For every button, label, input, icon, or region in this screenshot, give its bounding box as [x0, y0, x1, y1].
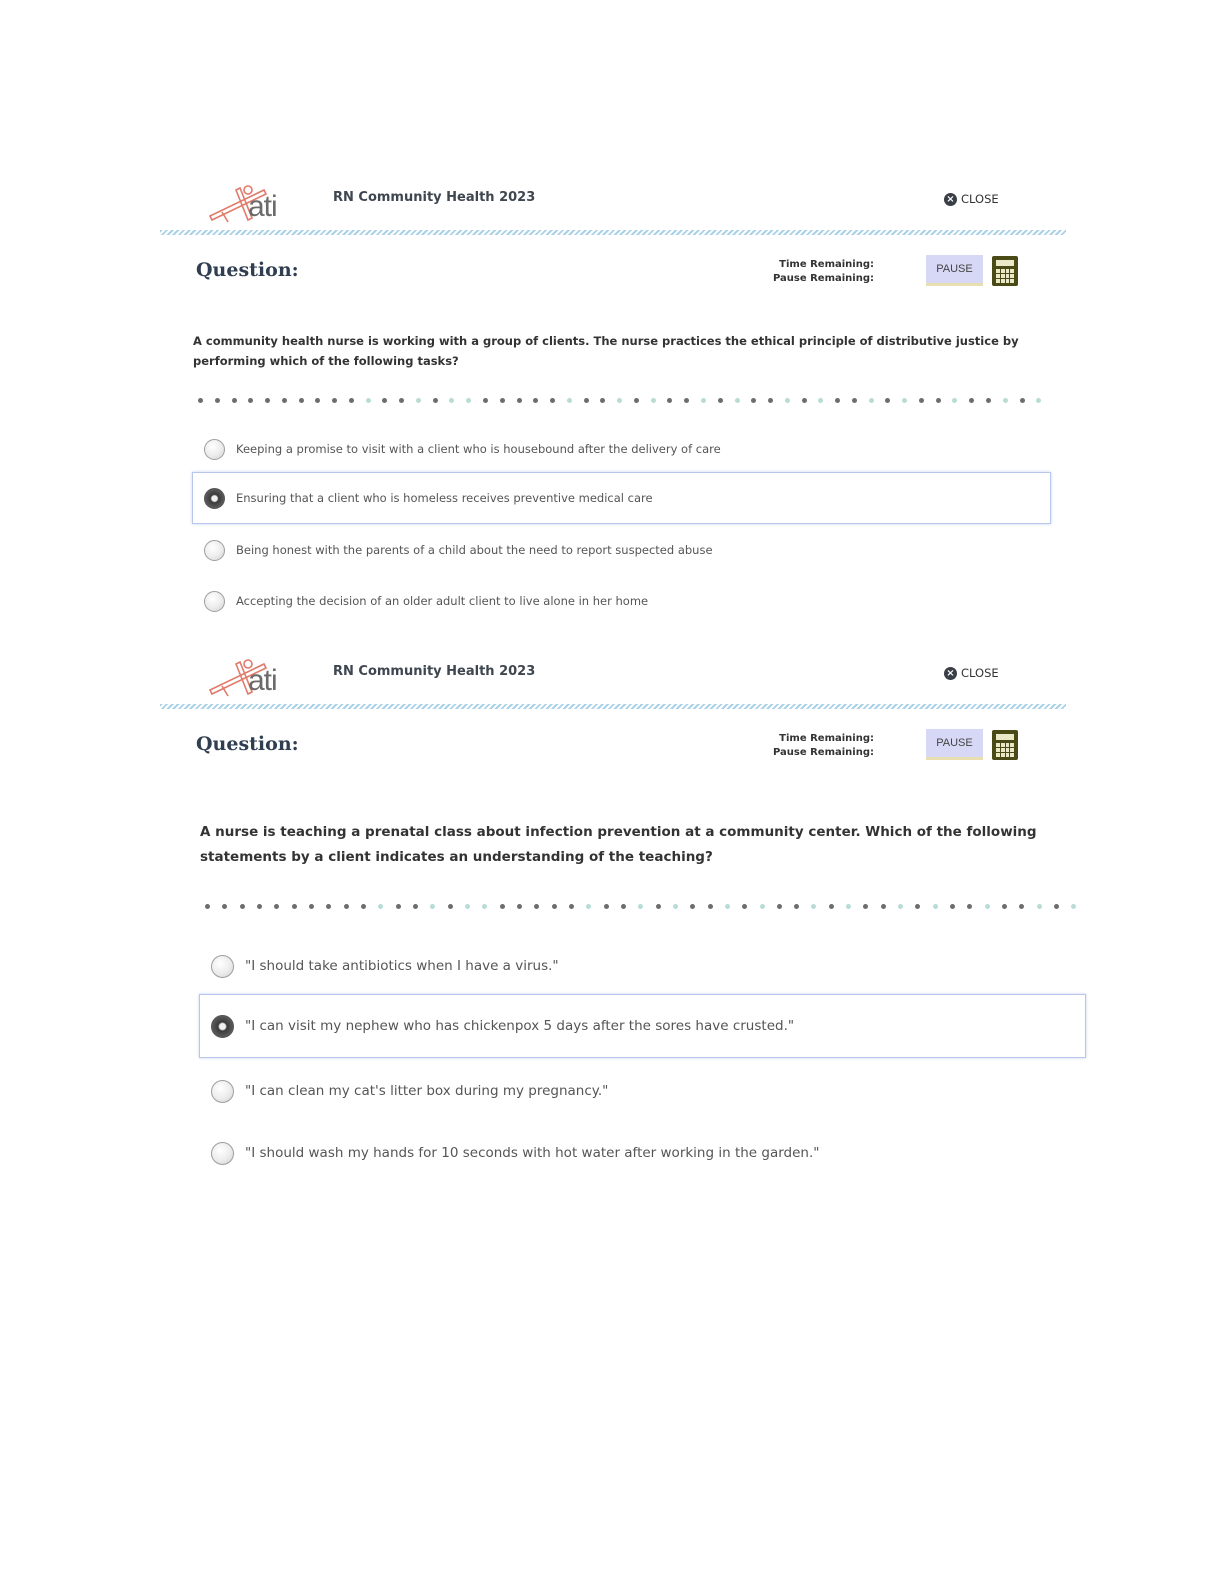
separator-dot: [483, 398, 488, 403]
separator-dot: [667, 398, 672, 403]
question-text: A community health nurse is working with a group of clients. The nurse practices the ethical principle of distributive justice by performing which of the following tasks?: [193, 334, 1019, 368]
calculator-icon[interactable]: [992, 730, 1018, 760]
timer-block: [760, 258, 874, 286]
calculator-icon[interactable]: [992, 256, 1018, 286]
separator-dot: [1019, 904, 1024, 909]
separator-dot: [967, 904, 972, 909]
separator-dot: [366, 398, 371, 403]
separator-dot: [550, 398, 555, 403]
option-label: "I can visit my nephew who has chickenpox 5 days after the sores have crusted.": [245, 1018, 795, 1034]
radio-icon[interactable]: [204, 439, 225, 460]
separator-dot: [802, 398, 807, 403]
separator-dot: [1020, 398, 1025, 403]
pause-button[interactable]: PAUSE: [926, 255, 983, 286]
separator-dot: [534, 904, 539, 909]
separator-dot: [1003, 398, 1008, 403]
pause-remaining-label: Pause Remaining:: [772, 747, 874, 758]
separator-dot: [735, 398, 740, 403]
answer-option[interactable]: [193, 431, 1051, 467]
separator-dot: [533, 398, 538, 403]
header-divider: [160, 704, 1066, 709]
separator-dot: [326, 904, 331, 909]
radio-icon[interactable]: [204, 540, 225, 561]
answer-option[interactable]: [193, 583, 1051, 619]
separator-dot: [349, 398, 354, 403]
separator-dot: [684, 398, 689, 403]
close-button[interactable]: [944, 666, 999, 680]
separator-dot: [919, 398, 924, 403]
question-heading: Question:: [196, 733, 299, 755]
dotted-separator: [205, 902, 1077, 910]
close-button[interactable]: [944, 192, 999, 206]
separator-dot: [222, 904, 227, 909]
separator-dot: [829, 904, 834, 909]
separator-dot: [863, 904, 868, 909]
separator-dot: [584, 398, 589, 403]
separator-dot: [852, 398, 857, 403]
separator-dot: [604, 904, 609, 909]
separator-dot: [617, 398, 622, 403]
separator-dot: [718, 398, 723, 403]
separator-dot: [1002, 904, 1007, 909]
option-label: Keeping a promise to visit with a client who is housebound after the delivery of care: [236, 442, 721, 456]
radio-icon-selected[interactable]: [204, 488, 225, 509]
separator-dot: [416, 398, 421, 403]
separator-dot: [1071, 904, 1076, 909]
separator-dot: [936, 398, 941, 403]
separator-dot: [413, 904, 418, 909]
close-icon: ×: [944, 193, 957, 206]
radio-icon-selected[interactable]: [211, 1015, 234, 1038]
header-divider: [160, 230, 1066, 235]
separator-dot: [1054, 904, 1059, 909]
separator-dot: [552, 904, 557, 909]
separator-dot: [794, 904, 799, 909]
separator-dot: [257, 904, 262, 909]
separator-dot: [869, 398, 874, 403]
separator-dot: [690, 904, 695, 909]
separator-dot: [315, 398, 320, 403]
course-title: RN Community Health 2023: [333, 190, 536, 205]
separator-dot: [638, 904, 643, 909]
separator-dot: [760, 904, 765, 909]
close-label: CLOSE: [961, 666, 999, 680]
separator-dot: [399, 398, 404, 403]
pause-button[interactable]: PAUSE: [926, 729, 983, 760]
separator-dot: [198, 398, 203, 403]
separator-dot: [846, 904, 851, 909]
option-label: "I should take antibiotics when I have a virus.": [245, 958, 559, 974]
separator-dot: [656, 904, 661, 909]
separator-dot: [785, 398, 790, 403]
separator-dot: [382, 398, 387, 403]
separator-dot: [465, 904, 470, 909]
separator-dot: [567, 398, 572, 403]
pause-remaining-label: Pause Remaining:: [772, 273, 874, 284]
answer-option-selected[interactable]: [192, 472, 1051, 524]
separator-dot: [332, 398, 337, 403]
separator-dot: [708, 904, 713, 909]
option-label: Ensuring that a client who is homeless receives preventive medical care: [236, 491, 653, 505]
close-icon: ×: [944, 667, 957, 680]
separator-dot: [915, 904, 920, 909]
separator-dot: [292, 904, 297, 909]
separator-dot: [986, 398, 991, 403]
separator-dot: [751, 398, 756, 403]
time-remaining-label: Time Remaining:: [779, 733, 874, 744]
separator-dot: [1037, 904, 1042, 909]
exam-header: [160, 652, 1066, 712]
separator-dot: [1036, 398, 1041, 403]
separator-dot: [569, 904, 574, 909]
logo-wordmark: ati: [248, 190, 277, 223]
separator-dot: [701, 398, 706, 403]
separator-dot: [344, 904, 349, 909]
ati-logo: [208, 182, 292, 228]
separator-dot: [725, 904, 730, 909]
question-heading: Question:: [196, 259, 299, 281]
answer-option[interactable]: [200, 946, 1086, 986]
separator-dot: [361, 904, 366, 909]
separator-dot: [449, 398, 454, 403]
separator-dot: [433, 398, 438, 403]
separator-dot: [299, 398, 304, 403]
radio-icon[interactable]: [211, 1142, 234, 1165]
separator-dot: [517, 904, 522, 909]
separator-dot: [768, 398, 773, 403]
separator-dot: [248, 398, 253, 403]
separator-dot: [952, 398, 957, 403]
separator-dot: [309, 904, 314, 909]
separator-dot: [673, 904, 678, 909]
separator-dot: [274, 904, 279, 909]
time-remaining-label: Time Remaining:: [779, 259, 874, 270]
separator-dot: [265, 398, 270, 403]
separator-dot: [232, 398, 237, 403]
answer-option[interactable]: [200, 1071, 1086, 1111]
ati-logo: [208, 656, 292, 702]
answer-option[interactable]: [200, 1133, 1086, 1173]
separator-dot: [777, 904, 782, 909]
separator-dot: [885, 398, 890, 403]
separator-dot: [240, 904, 245, 909]
separator-dot: [881, 904, 886, 909]
close-label: CLOSE: [961, 192, 999, 206]
radio-icon[interactable]: [211, 1080, 234, 1103]
separator-dot: [634, 398, 639, 403]
separator-dot: [969, 398, 974, 403]
separator-dot: [586, 904, 591, 909]
separator-dot: [500, 398, 505, 403]
option-label: "I can clean my cat's litter box during my pregnancy.": [245, 1083, 609, 1099]
separator-dot: [378, 904, 383, 909]
question-text: A nurse is teaching a prenatal class about infection prevention at a community center. Which of the following statements by a client indicates an understanding of the teaching?: [200, 824, 1037, 865]
option-label: Accepting the decision of an older adult client to live alone in her home: [236, 594, 649, 608]
separator-dot: [448, 904, 453, 909]
separator-dot: [933, 904, 938, 909]
separator-dot: [500, 904, 505, 909]
separator-dot: [651, 398, 656, 403]
course-title: RN Community Health 2023: [333, 664, 536, 679]
separator-dot: [517, 398, 522, 403]
separator-dot: [898, 904, 903, 909]
separator-dot: [600, 398, 605, 403]
answer-option[interactable]: [193, 532, 1051, 568]
separator-dot: [396, 904, 401, 909]
separator-dot: [835, 398, 840, 403]
separator-dot: [985, 904, 990, 909]
option-label: "I should wash my hands for 10 seconds with hot water after working in the garden.": [245, 1145, 820, 1161]
logo-wordmark: ati: [248, 664, 277, 697]
separator-dot: [950, 904, 955, 909]
separator-dot: [215, 398, 220, 403]
separator-dot: [818, 398, 823, 403]
separator-dot: [811, 904, 816, 909]
separator-dot: [621, 904, 626, 909]
exam-header: [160, 178, 1066, 238]
option-label: Being honest with the parents of a child about the need to report suspected abuse: [236, 543, 713, 557]
separator-dot: [902, 398, 907, 403]
separator-dot: [482, 904, 487, 909]
answer-option-selected[interactable]: [199, 994, 1086, 1058]
radio-icon[interactable]: [204, 591, 225, 612]
radio-icon[interactable]: [211, 955, 234, 978]
separator-dot: [205, 904, 210, 909]
separator-dot: [742, 904, 747, 909]
separator-dot: [466, 398, 471, 403]
separator-dot: [430, 904, 435, 909]
separator-dot: [282, 398, 287, 403]
dotted-separator: [198, 396, 1042, 404]
timer-block: [760, 732, 874, 760]
